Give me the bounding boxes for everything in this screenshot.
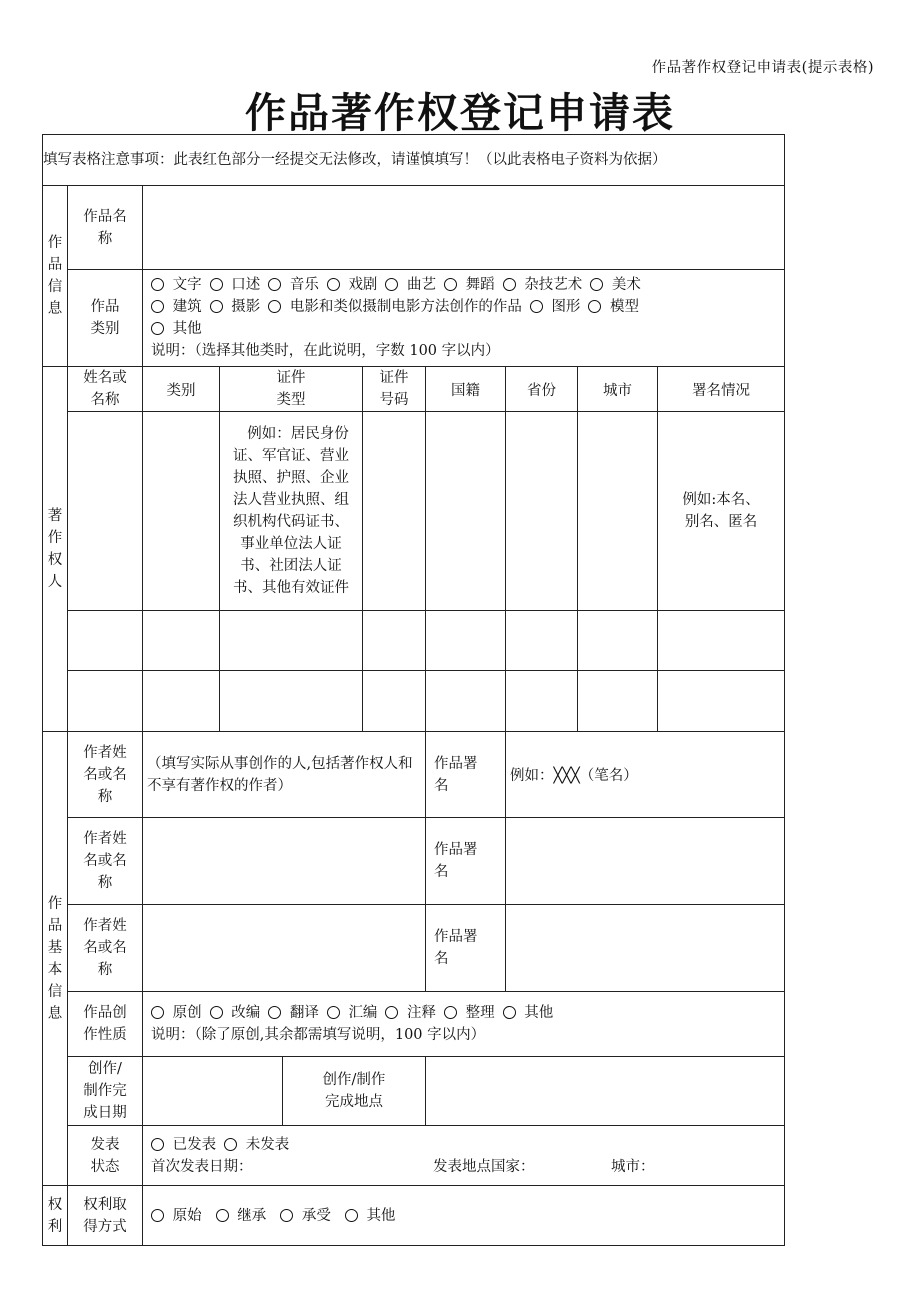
owner-cell[interactable] xyxy=(506,611,578,671)
radio-option-label: 已发表 xyxy=(172,1136,217,1153)
radio-option-label: 文字 xyxy=(172,277,202,293)
radio-circle-icon[interactable] xyxy=(210,1006,223,1019)
radio-circle-icon[interactable] xyxy=(385,278,398,291)
signature-input[interactable] xyxy=(506,818,785,905)
publish-country-label: 发表地点国家： xyxy=(433,1158,535,1175)
owner-row xyxy=(43,611,785,671)
radio-option[interactable] xyxy=(503,277,583,293)
radio-option[interactable] xyxy=(210,277,261,293)
owner-cell[interactable] xyxy=(68,671,143,732)
rights-method-label: 权利取得方式 xyxy=(68,1186,143,1246)
radio-option[interactable] xyxy=(588,299,639,315)
radio-option-label: 其他 xyxy=(366,1207,396,1224)
radio-circle-icon[interactable] xyxy=(280,1209,293,1222)
owner-cell[interactable] xyxy=(506,671,578,732)
radio-option[interactable] xyxy=(268,277,319,293)
owner-row xyxy=(43,412,785,611)
radio-circle-icon[interactable] xyxy=(216,1209,229,1222)
author-input[interactable] xyxy=(143,818,426,905)
work-name-label: 作品名称 xyxy=(68,186,143,270)
owner-id-type-input[interactable]: 例如：居民身份证、军官证、营业执照、护照、企业法人营业执照、组织机构代码证书、事业单位法人证书、社团法人证书、其他有效证件 xyxy=(220,412,363,611)
owner-cell[interactable] xyxy=(143,671,220,732)
radio-option-label: 继承 xyxy=(237,1207,267,1224)
radio-circle-icon[interactable] xyxy=(151,1209,164,1222)
radio-circle-icon[interactable] xyxy=(444,278,457,291)
radio-option-label: 注释 xyxy=(407,1005,437,1021)
publish-details xyxy=(151,1156,784,1178)
radio-option-label: 口述 xyxy=(231,277,261,293)
radio-option-label: 其他 xyxy=(172,321,202,337)
owner-category-input[interactable] xyxy=(143,412,220,611)
radio-option[interactable] xyxy=(345,1208,396,1224)
author-label: 作者姓名或名称 xyxy=(68,905,143,992)
nature-options xyxy=(143,992,785,1057)
author-label: 作者姓名或名称 xyxy=(68,818,143,905)
radio-option-label: 杂技艺术 xyxy=(524,277,583,293)
owner-header-name: 姓名或名称 xyxy=(68,367,143,412)
owner-header-nationality: 国籍 xyxy=(426,367,506,412)
radio-circle-icon[interactable] xyxy=(210,300,223,313)
radio-option-label: 模型 xyxy=(610,299,640,315)
signature-label: 作品署名 xyxy=(426,732,506,818)
category-note: 说明：（选择其他类时，在此说明，字数 100 字以内） xyxy=(151,343,500,359)
radio-option-label: 图形 xyxy=(551,299,581,315)
radio-option-label: 美术 xyxy=(611,277,641,293)
radio-circle-icon[interactable] xyxy=(151,1138,164,1151)
radio-option-label: 翻译 xyxy=(289,1005,319,1021)
radio-option-label: 未发表 xyxy=(245,1136,290,1153)
radio-option[interactable] xyxy=(530,299,581,315)
radio-circle-icon[interactable] xyxy=(268,300,281,313)
radio-option-label: 汇编 xyxy=(348,1005,378,1021)
header-note: 作品著作权登记申请表(提示表格) xyxy=(651,60,874,76)
section-basic-info: 作品基本信息 xyxy=(43,732,68,1186)
radio-option[interactable] xyxy=(151,299,202,315)
radio-option[interactable] xyxy=(327,277,378,293)
radio-circle-icon[interactable] xyxy=(444,1006,457,1019)
radio-circle-icon[interactable] xyxy=(327,1006,340,1019)
first-publish-date-label: 首次发表日期： xyxy=(151,1158,253,1175)
owner-cell[interactable] xyxy=(426,611,506,671)
radio-option[interactable] xyxy=(385,1005,436,1021)
signature-input[interactable]: 例如：╳╳╳（笔名） xyxy=(506,732,785,818)
section-rights: 权利 xyxy=(43,1186,68,1246)
radio-circle-icon[interactable] xyxy=(151,322,164,335)
radio-option-label: 原始 xyxy=(172,1207,202,1224)
radio-option[interactable] xyxy=(151,321,202,337)
radio-option[interactable] xyxy=(210,299,261,315)
nature-note: 说明：（除了原创,其余都需填写说明，100 字以内） xyxy=(151,1027,486,1043)
signature-input[interactable] xyxy=(506,905,785,992)
radio-option[interactable] xyxy=(151,1005,202,1021)
completion-place-input[interactable] xyxy=(426,1057,785,1126)
radio-option[interactable] xyxy=(590,277,641,293)
signature-label: 作品署名 xyxy=(426,818,506,905)
radio-circle-icon[interactable] xyxy=(151,300,164,313)
publish-options xyxy=(143,1126,785,1186)
owner-cell[interactable] xyxy=(363,671,426,732)
publish-city-label: 城市： xyxy=(611,1158,655,1175)
radio-circle-icon[interactable] xyxy=(327,278,340,291)
rights-options xyxy=(143,1186,785,1246)
owner-header-id-type: 证件类型 xyxy=(220,367,363,412)
radio-option-label: 舞蹈 xyxy=(465,277,495,293)
radio-circle-icon[interactable] xyxy=(385,1006,398,1019)
radio-option[interactable] xyxy=(444,277,495,293)
work-category-label: 作品类别 xyxy=(68,270,143,367)
owner-signature-input[interactable]: 例如:本名、别名、匿名 xyxy=(658,412,785,611)
section-owner: 著作权人 xyxy=(43,367,68,732)
radio-option-label: 承受 xyxy=(301,1207,331,1224)
radio-option[interactable] xyxy=(216,1208,267,1224)
owner-cell[interactable] xyxy=(578,611,658,671)
publish-label: 发表状态 xyxy=(68,1126,143,1186)
owner-cell[interactable] xyxy=(68,611,143,671)
radio-circle-icon[interactable] xyxy=(588,300,601,313)
radio-option-label: 改编 xyxy=(231,1005,261,1021)
radio-circle-icon[interactable] xyxy=(503,1006,516,1019)
radio-option[interactable] xyxy=(327,1005,378,1021)
owner-cell[interactable] xyxy=(658,671,785,732)
radio-circle-icon[interactable] xyxy=(268,278,281,291)
radio-option[interactable] xyxy=(151,277,202,293)
page-title: 作品著作权登记申请表 xyxy=(245,89,675,137)
completion-place-label: 创作/制作完成地点 xyxy=(283,1057,426,1126)
radio-option-label: 音乐 xyxy=(289,277,319,293)
owner-cell[interactable] xyxy=(220,671,363,732)
radio-option[interactable] xyxy=(444,1005,495,1021)
registration-form xyxy=(42,134,785,1246)
completion-date-input[interactable] xyxy=(143,1057,283,1126)
owner-nationality-input[interactable] xyxy=(426,412,506,611)
radio-option[interactable] xyxy=(268,1005,319,1021)
radio-circle-icon[interactable] xyxy=(151,278,164,291)
radio-option-label: 曲艺 xyxy=(407,277,437,293)
owner-city-input[interactable] xyxy=(578,412,658,611)
radio-option-label: 戏剧 xyxy=(348,277,378,293)
owner-cell[interactable] xyxy=(658,611,785,671)
notice-text: 填写表格注意事项：此表红色部分一经提交无法修改，请谨慎填写！（以此表格电子资料为依据） xyxy=(43,135,785,186)
author-label: 作者姓名或名称 xyxy=(68,732,143,818)
radio-circle-icon[interactable] xyxy=(224,1138,237,1151)
owner-cell[interactable] xyxy=(426,671,506,732)
author-input[interactable] xyxy=(143,905,426,992)
owner-cell[interactable] xyxy=(363,611,426,671)
owner-cell[interactable] xyxy=(143,611,220,671)
radio-option[interactable] xyxy=(224,1137,289,1153)
owner-header-category: 类别 xyxy=(143,367,220,412)
owner-cell[interactable] xyxy=(220,611,363,671)
radio-circle-icon[interactable] xyxy=(210,278,223,291)
radio-circle-icon[interactable] xyxy=(530,300,543,313)
radio-option-label: 建筑 xyxy=(172,299,202,315)
section-work-info: 作品信息 xyxy=(43,186,68,367)
signature-label: 作品署名 xyxy=(426,905,506,992)
author-input[interactable]: （填写实际从事创作的人,包括著作权人和不享有著作权的作者） xyxy=(143,732,426,818)
work-category-options xyxy=(143,270,785,367)
radio-option-label: 电影和类似摄制电影方法创作的作品 xyxy=(289,299,522,315)
radio-option-label: 整理 xyxy=(465,1005,495,1021)
radio-circle-icon[interactable] xyxy=(590,278,603,291)
owner-cell[interactable] xyxy=(578,671,658,732)
radio-option[interactable] xyxy=(151,1208,202,1224)
nature-label: 作品创作性质 xyxy=(68,992,143,1057)
radio-option[interactable] xyxy=(503,1005,554,1021)
owner-province-input[interactable] xyxy=(506,412,578,611)
radio-option[interactable] xyxy=(385,277,436,293)
radio-option-label: 其他 xyxy=(524,1005,554,1021)
radio-circle-icon[interactable] xyxy=(503,278,516,291)
radio-circle-icon[interactable] xyxy=(151,1006,164,1019)
owner-header-province: 省份 xyxy=(506,367,578,412)
owner-row xyxy=(43,671,785,732)
radio-option[interactable] xyxy=(280,1208,331,1224)
owner-name-input[interactable] xyxy=(68,412,143,611)
owner-id-number-input[interactable] xyxy=(363,412,426,611)
owner-header-id-number: 证件号码 xyxy=(363,367,426,412)
radio-option[interactable] xyxy=(268,299,522,315)
owner-header-signature: 署名情况 xyxy=(658,367,785,412)
radio-option-label: 摄影 xyxy=(231,299,261,315)
radio-option[interactable] xyxy=(210,1005,261,1021)
radio-circle-icon[interactable] xyxy=(345,1209,358,1222)
completion-date-label: 创作/制作完成日期 xyxy=(68,1057,143,1126)
radio-circle-icon[interactable] xyxy=(268,1006,281,1019)
owner-header-city: 城市 xyxy=(578,367,658,412)
radio-option[interactable] xyxy=(151,1137,216,1153)
radio-option-label: 原创 xyxy=(172,1005,202,1021)
work-name-input[interactable] xyxy=(143,186,785,270)
